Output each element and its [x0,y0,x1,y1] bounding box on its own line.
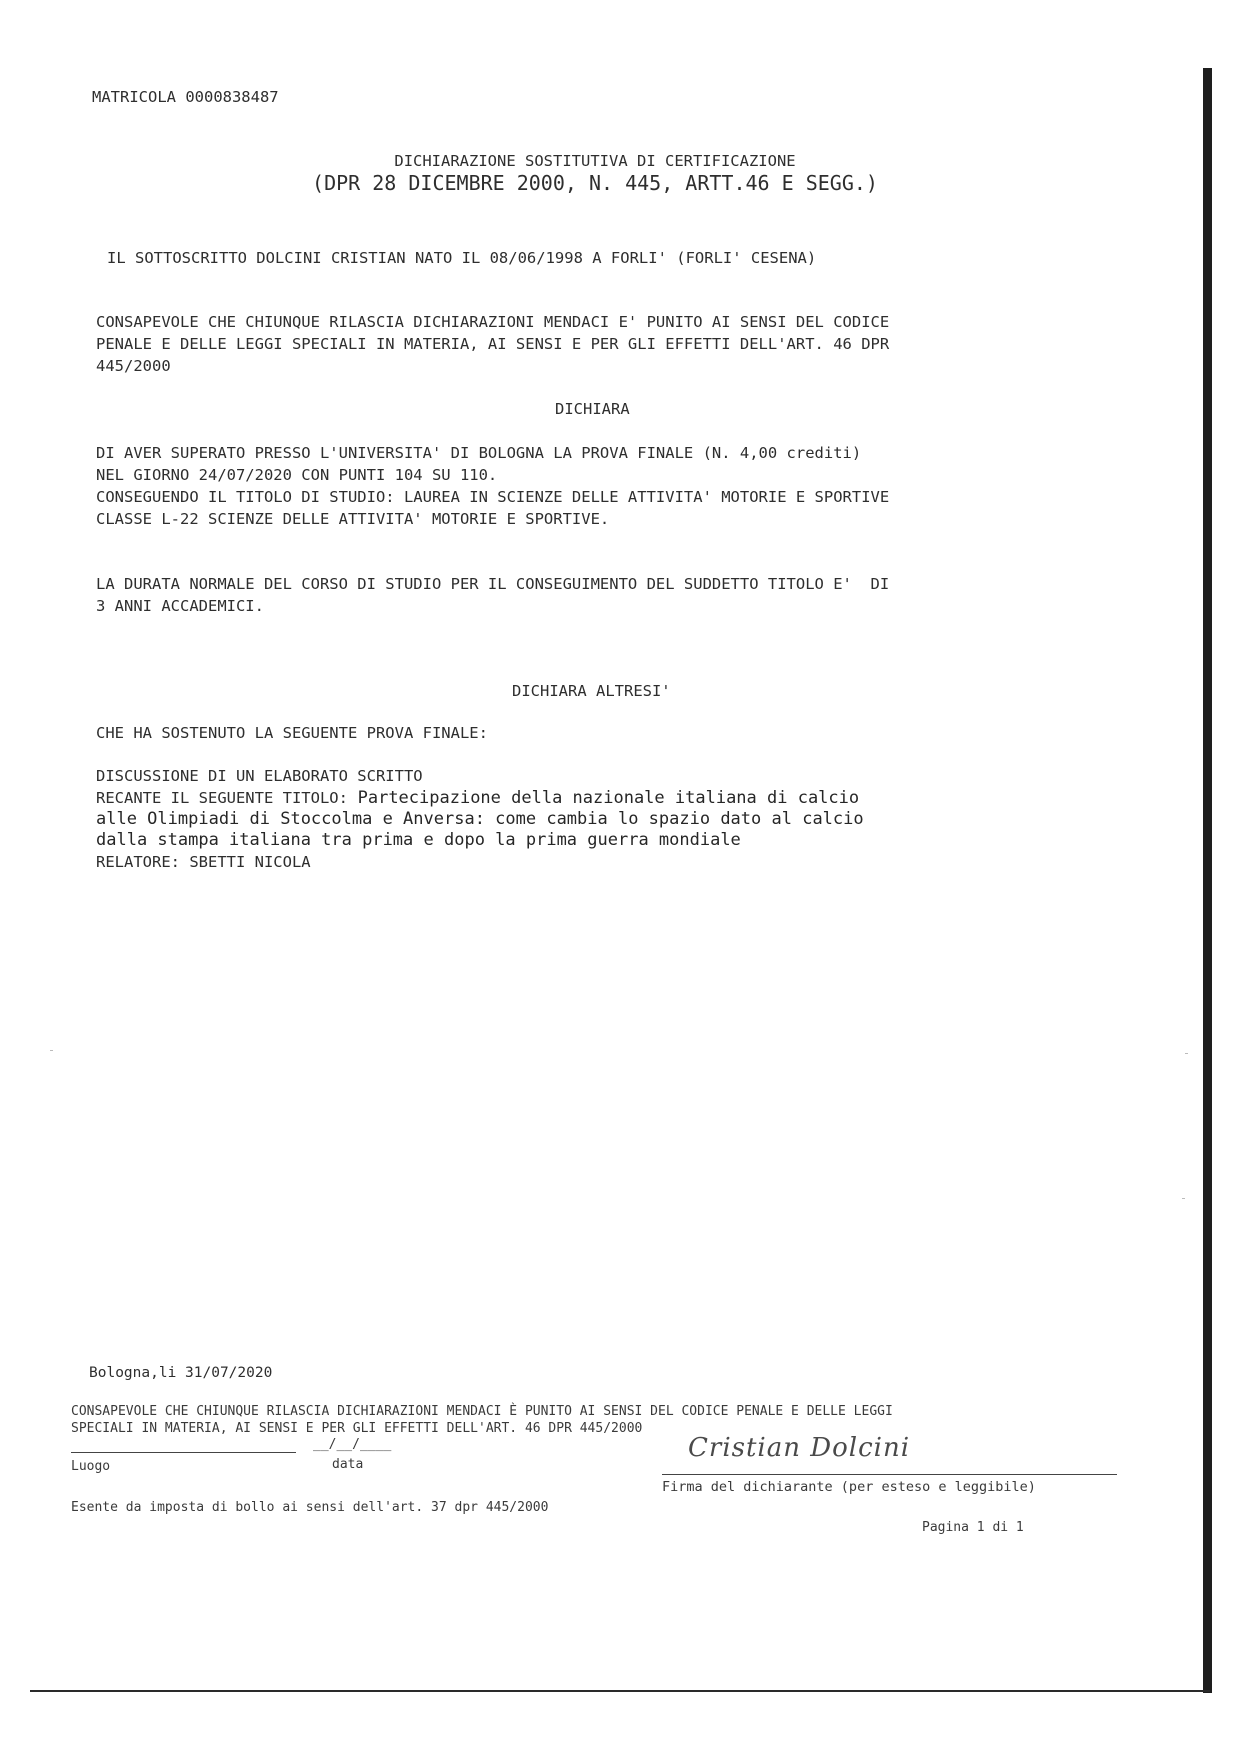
degree-line: CONSEGUENDO IL TITOLO DI STUDIO: LAUREA IN SCIENZE DELLE ATTIVITA' MOTORIE E SPORTIVE [96,488,890,506]
footer-awareness-line: SPECIALI IN MATERIA, AI SENSI E PER GLI EFFETTI DELL'ART. 46 DPR 445/2000 [71,1421,643,1436]
duration-paragraph [96,573,889,617]
scan-speck [50,1050,53,1051]
scan-edge-right [1203,68,1212,1693]
final-exam-type: DISCUSSIONE DI UN ELABORATO SCRITTO [96,767,423,785]
supervisor: RELATORE: SBETTI NICOLA [96,853,311,871]
awareness-line: PENALE E DELLE LEGGI SPECIALI IN MATERIA, AI SENSI E PER GLI EFFETTI DELL'ART. 46 DPR [96,335,890,353]
awareness-line: CONSAPEVOLE CHE CHIUNQUE RILASCIA DICHIARAZIONI MENDACI E' PUNITO AI SENSI DEL CODICE [96,313,890,331]
final-exam-title-3: dalla stampa italiana tra prima e dopo la prima guerra mondiale [96,830,741,850]
date-blank: __/__/____ [313,1437,392,1452]
scan-edge-bottom [30,1690,1210,1692]
final-exam-intro: CHE HA SOSTENUTO LA SEGUENTE PROVA FINALE: [96,724,488,742]
place-date: Bologna,li 31/07/2020 [89,1365,273,1381]
degree-line: DI AVER SUPERATO PRESSO L'UNIVERSITA' DI BOLOGNA LA PROVA FINALE (N. 4,00 crediti) [96,444,862,462]
final-exam-title-1: Partecipazione della nazionale italiana di calcio [357,788,860,808]
signature-line [662,1474,1117,1475]
degree-paragraph [96,442,889,530]
awareness-paragraph [96,311,889,377]
luogo-label: Luogo [71,1459,111,1474]
stamp-exemption: Esente da imposta di bollo ai sensi dell'art. 37 dpr 445/2000 [71,1500,549,1515]
final-exam-title-label: RECANTE IL SEGUENTE TITOLO: [96,789,348,807]
signature-label: Firma del dichiarante (per esteso e leggibile) [662,1479,1036,1495]
duration-line: LA DURATA NORMALE DEL CORSO DI STUDIO PER IL CONSEGUIMENTO DEL SUDDETTO TITOLO E' DI [96,575,890,593]
data-label: data [332,1457,364,1472]
declarant-line: IL SOTTOSCRITTO DOLCINI CRISTIAN NATO IL 08/06/1998 A FORLI' (FORLI' CESENA) [107,249,817,267]
section-dichiara-altresi: DICHIARA ALTRESI' [512,682,671,700]
degree-line: CLASSE L-22 SCIENZE DELLE ATTIVITA' MOTORIE E SPORTIVE. [96,510,610,528]
luogo-field [71,1452,296,1453]
matricola: MATRICOLA 0000838487 [92,88,279,106]
awareness-line: 445/2000 [96,357,171,375]
final-exam-details [96,765,864,873]
footer-awareness [71,1403,893,1437]
footer-awareness-line: CONSAPEVOLE CHE CHIUNQUE RILASCIA DICHIARAZIONI MENDACI È PUNITO AI SENSI DEL CODICE PENALE E DELLE LEGGI [71,1404,893,1419]
duration-line: 3 ANNI ACCADEMICI. [96,597,264,615]
title-line-1: DICHIARAZIONE SOSTITUTIVA DI CERTIFICAZIONE [394,152,796,170]
section-dichiara: DICHIARA [555,400,630,418]
title-line-2: (DPR 28 DICEMBRE 2000, N. 445, ARTT.46 E SEGG.) [312,171,878,195]
handwritten-signature: Cristian Dolcini [688,1433,911,1463]
final-exam-title-row [96,787,864,809]
scan-speck [1182,1198,1185,1199]
scan-speck [1185,1053,1188,1054]
page-number: Pagina 1 di 1 [922,1520,1024,1535]
final-exam-title-2: alle Olimpiadi di Stoccolma e Anversa: come cambia lo spazio dato al calcio [96,809,864,829]
degree-line: NEL GIORNO 24/07/2020 CON PUNTI 104 SU 110. [96,466,498,484]
